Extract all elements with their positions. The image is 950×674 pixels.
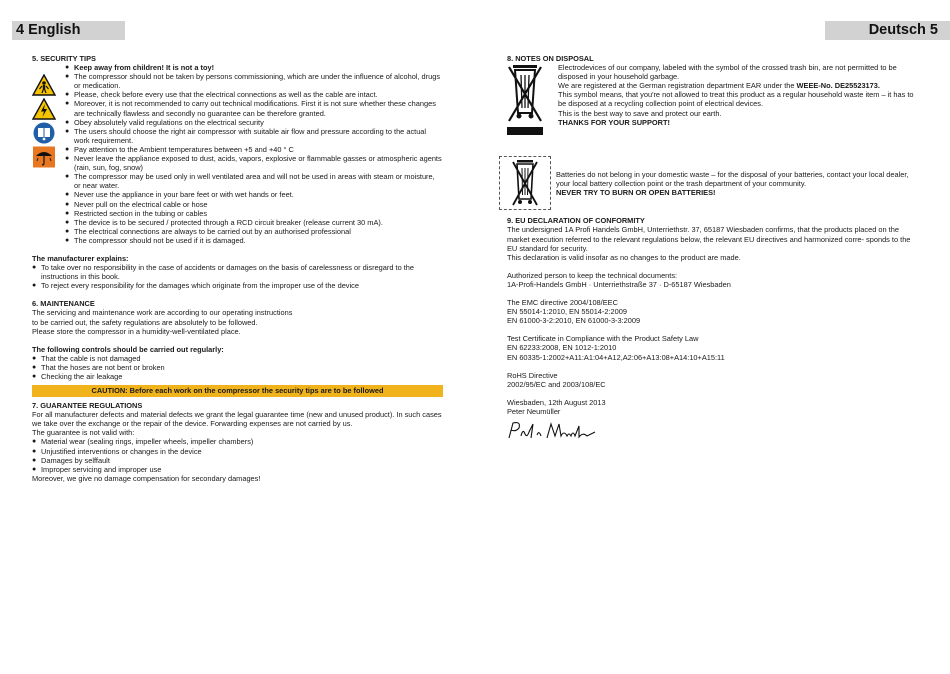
security-tips [32, 63, 443, 245]
list-item: ● That the hoses are not bent or broken [32, 363, 443, 372]
maintenance-line: to be carried out, the safety regulations are absolutely to be followed. [32, 317, 258, 327]
maintenance-line: The servicing and maintenance work are according to our operating instructions [32, 308, 293, 318]
battery-info: Batteries do not belong in your domestic waste – for the disposal of your batteries, contact your local dealer, your local battery collection point or the trash department of your community. [556, 170, 909, 189]
page-header-left: 4 English [12, 21, 125, 40]
list-item: ● Damages by selffault [32, 456, 443, 465]
maintenance-line: Please store the compressor in a humidity-well-ventilated place. [32, 326, 241, 336]
place-date: Wiesbaden, 12th August 2013 [507, 397, 606, 407]
guarantee-title: 7. GUARANTEE REGULATIONS [32, 401, 143, 411]
disposal-section [507, 63, 915, 143]
list-item: ● The device is to be secured / protected through a RCD circuit breaker (release current 30 mA). [65, 218, 443, 227]
caution-banner: CAUTION: Before each work on the compressor the security tips are to be followed [32, 385, 443, 397]
signer-name: Peter Neumüller [507, 406, 561, 416]
list-item: ● Unjustified interventions or changes in the device [32, 447, 443, 456]
safety-icons [32, 74, 58, 170]
disposal-text [558, 63, 915, 127]
disposal-text-2 [558, 81, 915, 90]
disposal-text-3: This symbol means, that you're not allowed to treat this product as a regular household waste item – it has to be disposed at a recycling collection point of electrical devices. [558, 90, 914, 109]
weee-number: WEEE-No. DE25523173. [796, 81, 880, 91]
guarantee-not-valid: The guarantee is not valid with: [32, 428, 135, 438]
disposal-text-4: This is the best way to save and protect our earth. [558, 108, 722, 118]
manufacturer-title: The manufacturer explains: [32, 253, 129, 263]
list-item: ● The compressor should not be taken by persons commissioning, which are under the influence of alcohol, drugs or medication. [65, 72, 443, 90]
list-item: ● Never pull on the electrical cable or hose [65, 200, 443, 209]
list-item: ● Material wear (sealing rings, impeller wheels, impeller chambers) [32, 437, 443, 446]
child-warning-icon [32, 74, 56, 96]
disposal-text-1: Electrodevices of our company, labeled with the symbol of the crossed trash bin, are not permitted to be disposed in your household garbage. [558, 63, 897, 82]
emc-line: EN 55014-1:2010, EN 55014-2:2009 [507, 307, 627, 317]
test-line: EN 60335-1:2002+A11:A1:04+A12,A2:06+A13:08+A14:10+A15:11 [507, 352, 725, 362]
rohs-line: 2002/95/EC and 2003/108/EC [507, 379, 606, 389]
security-title: 5. SECURITY TIPS [32, 54, 96, 63]
left-column [32, 54, 443, 483]
rohs-line: RoHS Directive [507, 370, 558, 380]
list-item: ● Pay attention to the Ambient temperatures between +5 and +40 ° C [65, 145, 443, 154]
declaration-validity: This declaration is valid insofar as no changes to the product are made. [507, 252, 741, 262]
emc-line: EN 61000-3-2:2010, EN 61000-3-3:2009 [507, 316, 641, 326]
battery-text [556, 156, 915, 197]
list-item: ● Improper servicing and improper use [32, 465, 443, 474]
list-item: ● To reject every responsibility for the damages which originate from the improper use of the device [32, 281, 443, 290]
test-line: EN 62233:2008, EN 1012-1:2010 [507, 343, 617, 353]
list-item: ● The electrical connections are always to be carried out by an authorised professional [65, 227, 443, 236]
list-item: ● The compressor should not be used if it is damaged. [65, 236, 443, 245]
declaration-intro: The undersigned 1A Profi Handels GmbH, Unterriethstr. 37, 65187 Wiesbaden confirms, that the products placed on the market execution referred to the relevant regulations below, the relevant EU directives and harmonized corre- sponds to the EU standard for security. [507, 225, 911, 253]
emc-line: The EMC directive 2004/108/EEC [507, 298, 618, 308]
crossed-bin-icon [507, 63, 543, 137]
list-item: ● Moreover, it is not recommended to carry out technical modifications. First it is not sure whether these changes are technically flawless and secondly no guarantee can be therefore granted. [65, 99, 443, 117]
disposal-title: 8. NOTES ON DISPOSAL [507, 54, 594, 63]
battery-bin-icon [500, 157, 550, 209]
signature [507, 420, 597, 442]
battery-bin-frame [499, 156, 551, 210]
declaration-title: 9. EU DECLARATION OF CONFORMITY [507, 216, 645, 226]
test-line: Test Certificate in Compliance with the Product Safety Law [507, 334, 699, 344]
list-item: ● Keep away from children! It is not a toy! [65, 63, 443, 72]
list-item: ● Restricted section in the tubing or cables [65, 209, 443, 218]
electric-hazard-icon [32, 98, 56, 120]
list-item: ● Never use the appliance in your bare feet or with wet hands or feet. [65, 190, 443, 199]
maintenance-title: 6. MAINTENANCE [32, 299, 95, 309]
list-item: ● The compressor may be used only in well ventilated area and will not be used in areas with steam or moisture, or near water. [65, 172, 443, 190]
list-item: ● Please, check before every use that the electrical connections as well as the cable are intact. [65, 90, 443, 99]
list-item: ● Never leave the appliance exposed to dust, acids, vapors, explosive or flammable gasses or atmospheric agents (rain, sun, fog, snow) [65, 154, 443, 172]
controls-title: The following controls should be carried out regularly: [32, 344, 224, 354]
list-item: ● That the cable is not damaged [32, 354, 443, 363]
disposal-registration: We are registered at the German registration department EAR under the [558, 81, 797, 91]
list-item: ● The users should choose the right air compressor with suitable air flow and pressure according to the actual work requirement. [65, 127, 443, 145]
read-manual-icon [32, 122, 56, 144]
list-item: ● Obey absolutely valid regulations on the electrical security [65, 118, 443, 127]
list-item: ● Checking the air leakage [32, 372, 443, 381]
battery-section [507, 156, 915, 197]
security-tips-list [65, 63, 443, 245]
battery-warning: NEVER TRY TO BURN OR OPEN BATTERIES! [556, 188, 716, 198]
keep-dry-icon [32, 146, 56, 168]
page-header-right: Deutsch 5 [825, 21, 950, 40]
list-item: ● To take over no responsibility in the case of accidents or damages on the basis of carelessness or disregard to the instructions in this book. [32, 263, 443, 281]
right-column [507, 54, 915, 444]
disposal-thanks: THANKS FOR YOUR SUPPORT! [558, 117, 670, 127]
auth-value: 1A-Profi-Handels GmbH · Unterriethstraße 37 · D-65187 Wiesbaden [507, 279, 731, 289]
guarantee-intro: For all manufacturer defects and material defects we grant the legal guarantee time (new and unused product). In such cases we take over the exchange or the repair of the device. Forwarding expenses are not carried by us. [32, 410, 442, 429]
auth-label: Authorized person to keep the technical documents: [507, 270, 678, 280]
guarantee-closing: Moreover, we give no damage compensation for secondary damages! [32, 473, 261, 483]
